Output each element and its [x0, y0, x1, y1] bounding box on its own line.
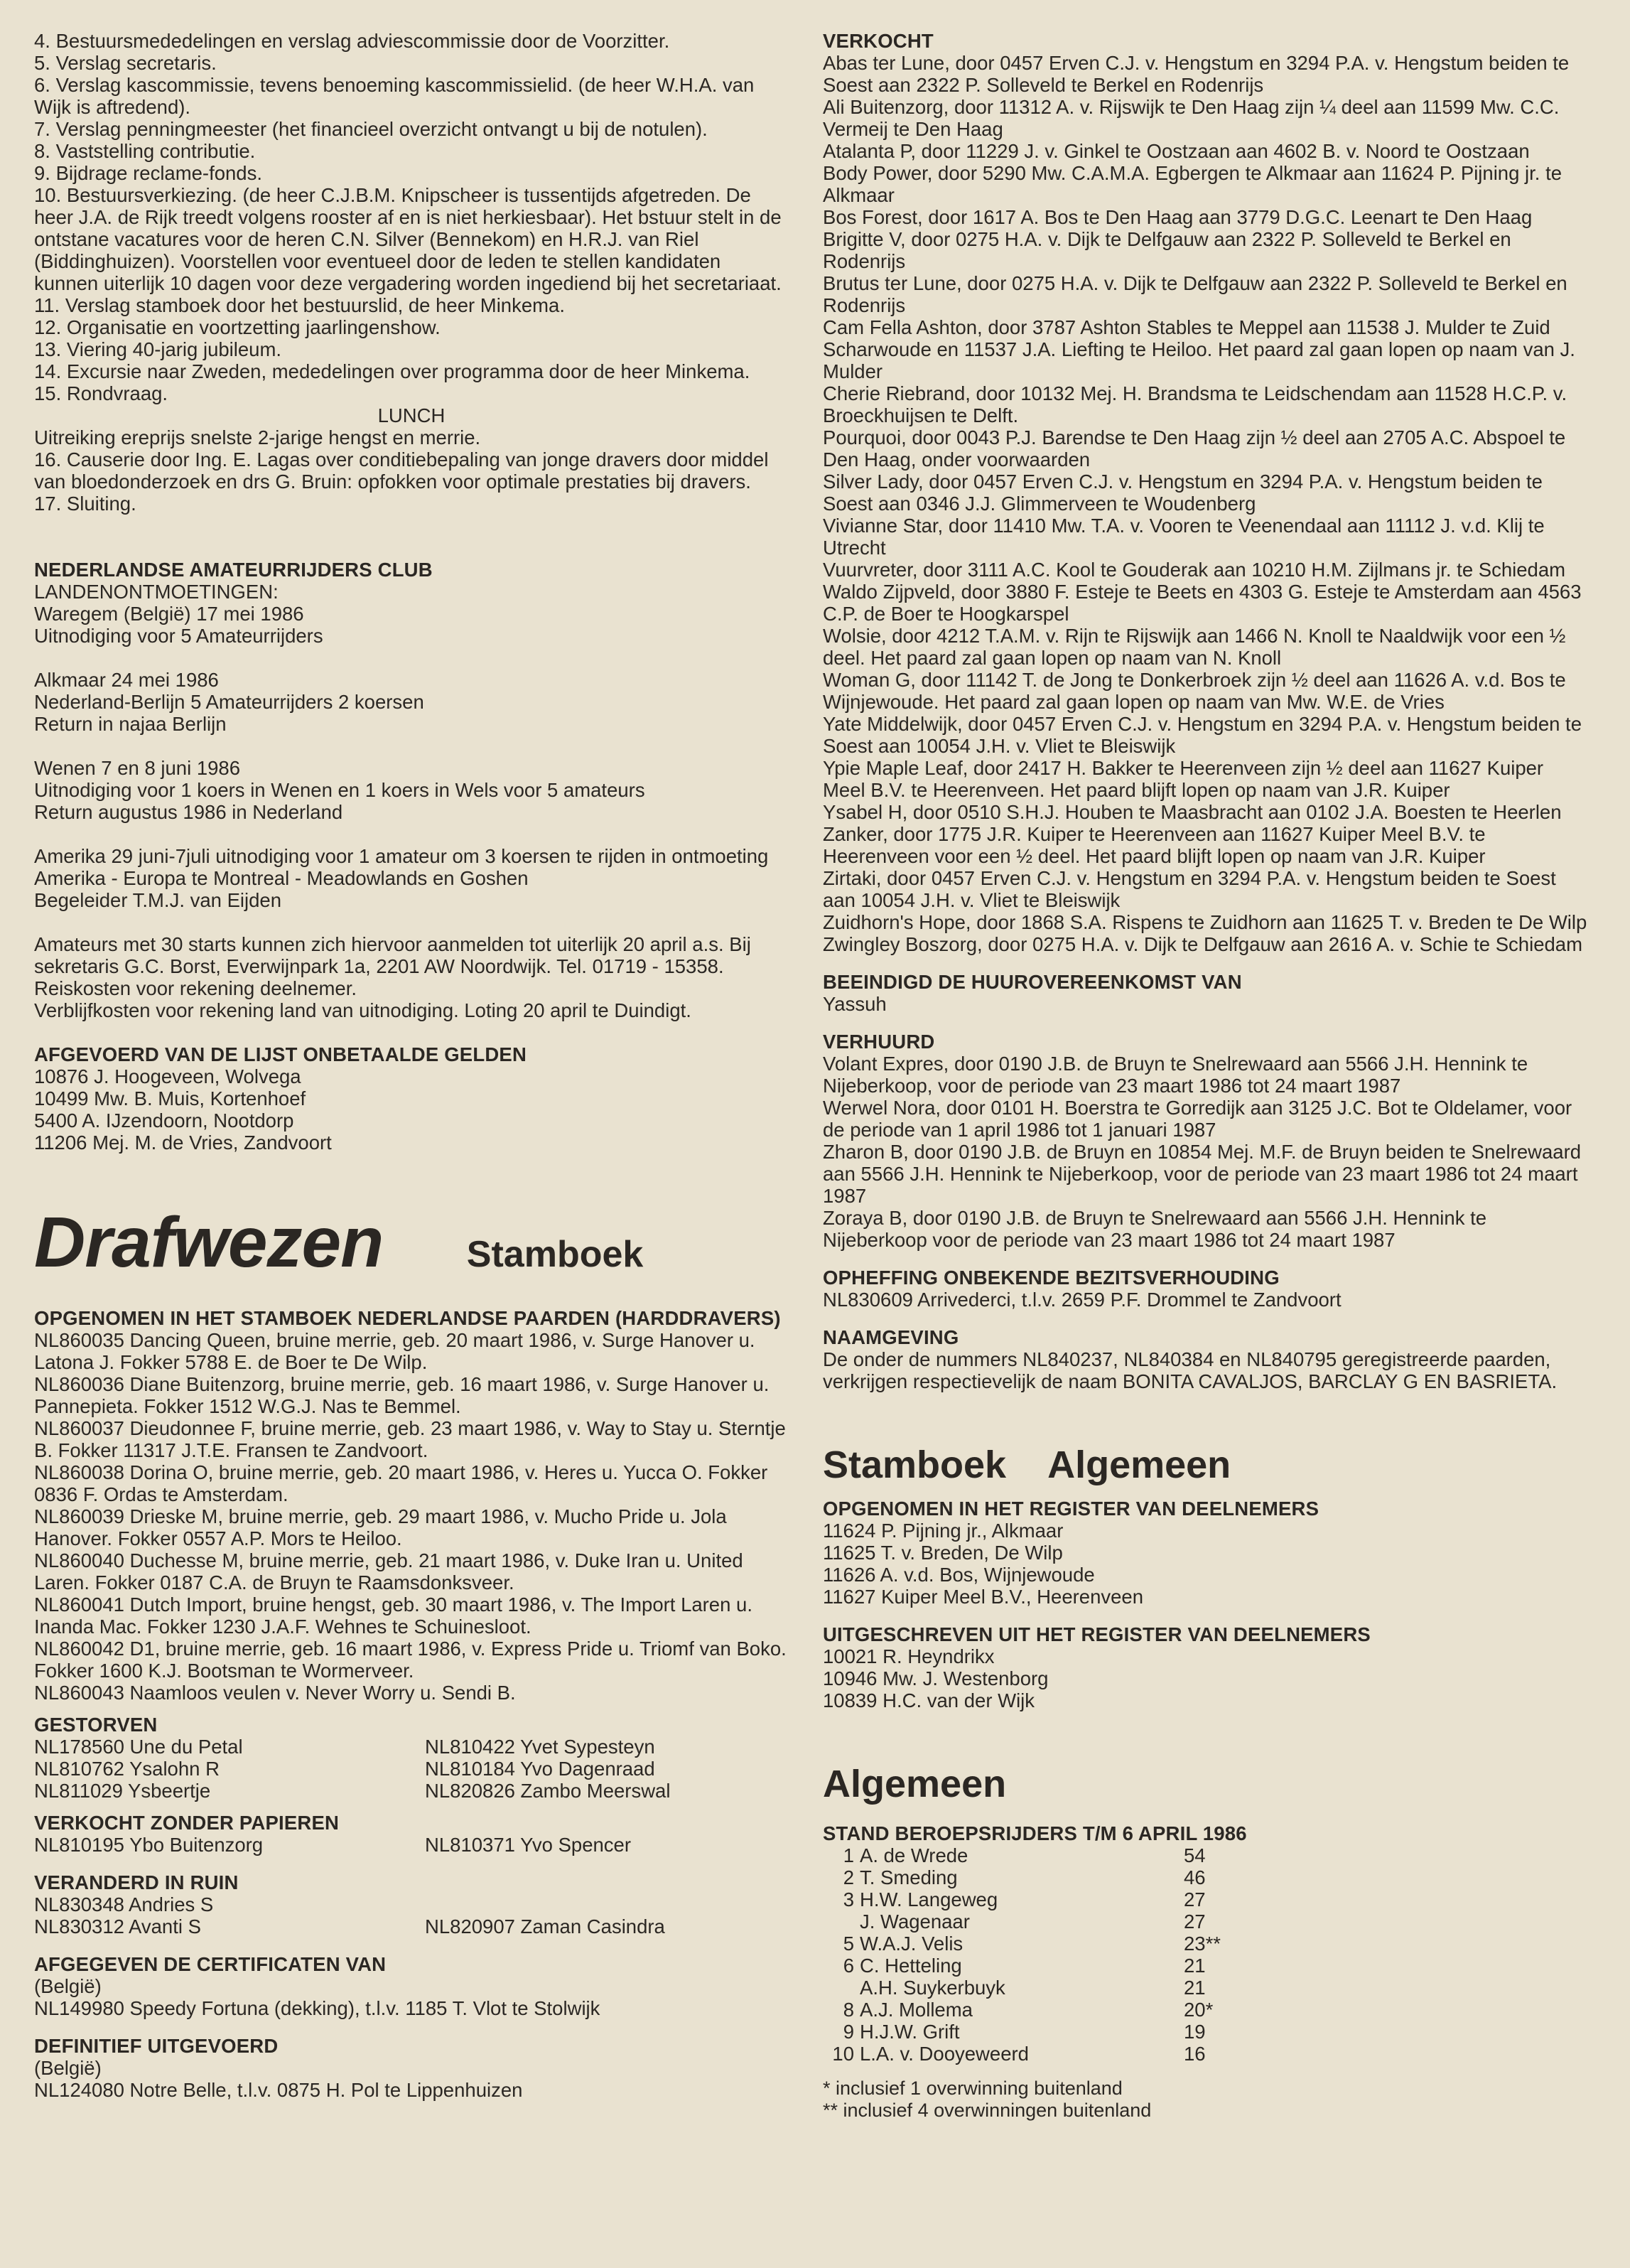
register-uitgeschreven-list: [823, 1645, 1590, 1711]
list-item: Zwingley Boszorg, door 0275 H.A. v. Dijk te Delfgauw aan 2616 A. v. Schie te Schiedam: [823, 933, 1582, 955]
table-row: [823, 1866, 1221, 1888]
list-item: 11627 Kuiper Meel B.V., Heerenveen: [823, 1586, 1143, 1608]
list-item: 12. Organisatie en voortzetting jaarlingenshow.: [34, 316, 441, 338]
list-item: Silver Lady, door 0457 Erven C.J. v. Hengstum en 3294 P.A. v. Hengstum beiden te Soest aan 0346 J.J. Glimmerveen te Woudenberg: [823, 471, 1543, 515]
list-item: Pourquoi, door 0043 P.J. Barendse te Den Haag zijn ½ deel aan 2705 A.C. Abspoel te Den Haag, onder voorwaarden: [823, 426, 1566, 471]
wins-cell: 23**: [1184, 1933, 1221, 1955]
list-item: 4. Bestuursmededelingen en verslag adviescommissie door de Voorzitter.: [34, 30, 670, 52]
list-item: Vivianne Star, door 11410 Mw. T.A. v. Vooren te Veenendaal aan 11112 J. v.d. Klij te Utrecht: [823, 515, 1545, 559]
list-item: 10. Bestuursverkiezing. (de heer C.J.B.M. Knipscheer is tussentijds afgetreden. De heer J.A. de Rijk treedt volgens rooster af en is niet herkiesbaar). Het bstuur stelt in de ontstane vacatures voor de heren C.N. Silver (Bennekom) en H.R.J. van Riel (Biddinghuizen). Voorstellen voor eventueel door de leden te stellen kandidaten kunnen uiterlijk 10 dagen voor deze vergadering worden ingediend bij het secretariaat.: [34, 184, 782, 294]
verkocht-zonder-col1: [34, 1834, 425, 1856]
verkocht-heading: VERKOCHT: [823, 30, 934, 52]
list-item: Werwel Nora, door 0101 H. Boerstra te Gorredijk aan 3125 J.C. Bot te Oldelamer, voor de periode van 1 april 1986 tot 1 januari 1987: [823, 1097, 1572, 1141]
text-line: Return augustus 1986 in Nederland: [34, 801, 343, 823]
list-item: ** inclusief 4 overwinningen buitenland: [823, 2100, 1152, 2121]
list-item: [425, 1893, 789, 1915]
text-line: Amateurs met 30 starts kunnen zich hiervoor aanmelden tot uiterlijk 20 april a.s. Bij sekretaris G.C. Borst, Everwijnpark 1a, 2201 AW Noordwijk. Tel. 01719 - 15358.: [34, 933, 751, 977]
list-item: NL860043 Naamloos veulen v. Never Worry u. Sendi B.: [34, 1682, 516, 1704]
register-opgenomen-list: [823, 1520, 1590, 1608]
list-item: NL820907 Zaman Casindra: [425, 1915, 665, 1938]
ruin-col1: [34, 1893, 425, 1938]
list-item: NL149980 Speedy Fortuna (dekking), t.l.v. 1185 T. Vlot te Stolwijk: [34, 1997, 600, 2019]
list-item: Zanker, door 1775 J.R. Kuiper te Heerenveen aan 11627 Kuiper Meel B.V. te Heerenveen voor een ½ deel. Het paard blijft lopen op naam van J.R. Kuiper: [823, 823, 1486, 867]
afgevoerd-list: [34, 1065, 789, 1154]
wins-cell: 19: [1184, 2021, 1206, 2043]
list-item: 17. Sluiting.: [34, 493, 136, 515]
gestorven-col2: [425, 1736, 789, 1802]
list-item: 8. Vaststelling contributie.: [34, 140, 256, 162]
verhuurd-heading: VERHUURD: [823, 1031, 935, 1053]
text-line: Verblijfkosten voor rekening land van uitnodiging. Loting 20 april te Duindigt.: [34, 999, 691, 1021]
list-item: 7. Verslag penningmeester (het financieel overzicht ontvangt u bij de notulen).: [34, 118, 708, 140]
list-item: 10839 H.C. van der Wijk: [823, 1689, 1035, 1711]
rank-cell: 1: [843, 1844, 854, 1866]
wins-cell: 54: [1184, 1844, 1206, 1866]
table-row: [823, 2021, 1221, 2043]
ruin-columns: [34, 1893, 789, 1938]
rank-cell: 6: [843, 1955, 854, 1977]
text-line: Begeleider T.M.J. van Eijden: [34, 889, 282, 911]
rank-cell: 2: [843, 1866, 854, 1888]
list-item: NL830609 Arrivederci, t.l.v. 2659 P.F. Drommel te Zandvoort: [823, 1289, 1342, 1311]
list-item: NL810762 Ysalohn R: [34, 1758, 220, 1780]
wins-cell: 16: [1184, 2043, 1206, 2065]
gestorven-col1: [34, 1736, 425, 1802]
list-item: NL860037 Dieudonnee F, bruine merrie, geb. 23 maart 1986, v. Way to Stay u. Sterntje B. Fokker 11317 J.T.E. Fransen te Zandvoort.: [34, 1417, 786, 1461]
list-item: Zirtaki, door 0457 Erven C.J. v. Hengstum en 3294 P.A. v. Hengstum beiden te Soest aan 10054 J.H. v. Vliet te Bleiswijk: [823, 867, 1556, 911]
name-cell: A.J. Mollema: [860, 1999, 973, 2021]
list-item: 11625 T. v. Breden, De Wilp: [823, 1542, 1063, 1564]
gestorven-columns: [34, 1736, 789, 1802]
list-item: Zharon B, door 0190 J.B. de Bruyn en 10854 Mej. M.F. de Bruyn beiden te Snelrewaard aan 5566 J.H. Hennink te Nijeberkoop, voor de periode van 23 maart 1986 tot 24 maart 1987: [823, 1141, 1582, 1207]
rank-cell: 8: [843, 1999, 854, 2021]
name-cell: T. Smeding: [860, 1866, 958, 1888]
list-item: NL860042 D1, bruine merrie, geb. 16 maart 1986, v. Express Pride u. Triomf van Boko. Fokker 1600 K.J. Bootsman te Wormerveer.: [34, 1638, 787, 1682]
drafwezen-header: [34, 1203, 789, 1281]
list-item: * inclusief 1 overwinning buitenland: [823, 2078, 1123, 2099]
beeindigd-list: [823, 993, 1590, 1015]
list-item: Zoraya B, door 0190 J.B. de Bruyn te Snelrewaard aan 5566 J.H. Hennink te Nijeberkoop voor de periode van 23 maart 1986 tot 24 maart 1987: [823, 1207, 1487, 1251]
drafwezen-subtitle: Stamboek: [466, 1234, 644, 1275]
list-item: Body Power, door 5290 Mw. C.A.M.A. Egbergen te Alkmaar aan 11624 P. Pijning jr. te Alkmaar: [823, 162, 1562, 206]
rank-cell: 9: [843, 2021, 854, 2043]
table-row: [823, 1999, 1221, 2021]
table-row: [823, 1955, 1221, 1977]
opgenomen-heading: OPGENOMEN IN HET STAMBOEK NEDERLANDSE PAARDEN (HARDDRAVERS): [34, 1307, 781, 1329]
text-line: Waregem (België) 17 mei 1986: [34, 603, 304, 625]
list-item: 11206 Mej. M. de Vries, Zandvoort: [34, 1132, 332, 1154]
wins-cell: 20*: [1184, 1999, 1214, 2021]
definitief-heading: DEFINITIEF UITGEVOERD: [34, 2035, 279, 2057]
name-cell: A.H. Suykerbuyk: [860, 1977, 1005, 1999]
list-item: NL860040 Duchesse M, bruine merrie, geb. 21 maart 1986, v. Duke Iran u. United Laren. Fokker 0187 C.A. de Bruyn te Raamsdonksveer.: [34, 1549, 743, 1593]
list-item: Cherie Riebrand, door 10132 Mej. H. Brandsma te Leidschendam aan 11528 H.C.P. v. Broeckhuijsen te Delft.: [823, 382, 1567, 426]
list-item: NL124080 Notre Belle, t.l.v. 0875 H. Pol te Lippenhuizen: [34, 2079, 523, 2101]
wins-cell: 27: [1184, 1910, 1206, 1933]
agenda-list: [34, 30, 789, 404]
list-item: 5400 A. IJzendoorn, Nootdorp: [34, 1109, 294, 1132]
list-item: NL810422 Yvet Sypesteyn: [425, 1736, 655, 1758]
list-item: NL860036 Diane Buitenzorg, bruine merrie, geb. 16 maart 1986, v. Surge Hanover u. Pannepieta. Fokker 1512 W.G.J. Nas te Bemmel.: [34, 1373, 770, 1417]
text-line: Uitnodiging voor 5 Amateurrijders: [34, 625, 323, 647]
amateur-club-blocks: [34, 603, 789, 1021]
list-item: Waldo Zijpveld, door 3880 F. Esteje te Beets en 4303 G. Esteje te Amsterdam aan 4563 C.P. de Boer te Hoogkarspel: [823, 581, 1582, 625]
list-item: Yate Middelwijk, door 0457 Erven C.J. v. Hengstum en 3294 P.A. v. Hengstum beiden te Soest aan 10054 J.H. v. Vliet te Bleiswijk: [823, 713, 1582, 757]
naamgeving-heading: NAAMGEVING: [823, 1326, 959, 1348]
list-item: NL178560 Une du Petal: [34, 1736, 243, 1758]
name-cell: C. Hetteling: [860, 1955, 962, 1977]
list-item: 10499 Mw. B. Muis, Kortenhoef: [34, 1087, 306, 1109]
name-cell: A. de Wrede: [860, 1844, 968, 1866]
list-item: 10946 Mw. J. Westenborg: [823, 1667, 1049, 1689]
name-cell: J. Wagenaar: [860, 1910, 970, 1933]
afgevoerd-heading: AFGEVOERD VAN DE LIJST ONBETAALDE GELDEN: [34, 1043, 527, 1065]
list-item: NL860041 Dutch Import, bruine hengst, geb. 30 maart 1986, v. The Import Laren u. Inanda Mac. Fokker 1230 J.A.F. Wehnes te Schuinesloot.: [34, 1593, 752, 1638]
list-item: 11. Verslag stamboek door het bestuurslid, de heer Minkema.: [34, 294, 565, 316]
right-column: [823, 30, 1590, 2122]
list-item: Woman G, door 11142 T. de Jong te Donkerbroek zijn ½ deel aan 11626 A. v.d. Bos te Wijnjewoude. Het paard zal gaan lopen op naam van Mw. W.E. de Vries: [823, 669, 1566, 713]
list-item: 11624 P. Pijning jr., Alkmaar: [823, 1520, 1064, 1542]
landenontmoetingen-heading: LANDENONTMOETINGEN:: [34, 581, 279, 603]
table-row: [823, 1910, 1221, 1933]
certificaten-heading: AFGEGEVEN DE CERTIFICATEN VAN: [34, 1953, 387, 1975]
list-item: NL830312 Avanti S: [34, 1915, 201, 1938]
definitief-list: [34, 2057, 789, 2101]
text-line: Nederland-Berlijn 5 Amateurrijders 2 koersen: [34, 691, 424, 713]
list-item: Ypie Maple Leaf, door 2417 H. Bakker te Heerenveen zijn ½ deel aan 11627 Kuiper Meel B.V. te Heerenveen. Het paard blijft lopen op naam van J.R. Kuiper: [823, 757, 1544, 801]
lunch-label: LUNCH: [377, 404, 446, 426]
wins-cell: 21: [1184, 1955, 1206, 1977]
list-item: De onder de nummers NL840237, NL840384 en NL840795 geregistreerde paarden, verkrijgen respectievelijk de naam BONITA CAVALJOS, BARCLAY G EN BASRIETA.: [823, 1348, 1558, 1392]
algemeen-title: Algemeen: [823, 1763, 1007, 1805]
list-item: 10876 J. Hoogeveen, Wolvega: [34, 1065, 301, 1087]
list-item: 11626 A. v.d. Bos, Wijnjewoude: [823, 1564, 1095, 1586]
list-item: NL810371 Yvo Spencer: [425, 1834, 631, 1856]
list-item: Ali Buitenzorg, door 11312 A. v. Rijswijk te Den Haag zijn ¼ deel aan 11599 Mw. C.C. Vermeij te Den Haag: [823, 96, 1560, 140]
rank-cell: 10: [832, 2043, 854, 2065]
agenda-after-list: [34, 426, 789, 515]
opheffing-heading: OPHEFFING ONBEKENDE BEZITSVERHOUDING: [823, 1267, 1280, 1289]
list-item: Yassuh: [823, 993, 887, 1015]
list-item: Atalanta P, door 11229 J. v. Ginkel te Oostzaan aan 4602 B. v. Noord te Oostzaan: [823, 140, 1530, 162]
naamgeving-list: [823, 1348, 1590, 1392]
list-item: 5. Verslag secretaris.: [34, 52, 217, 74]
list-item: NL811029 Ysbeertje: [34, 1780, 211, 1802]
wins-cell: 21: [1184, 1977, 1206, 1999]
rank-cell: 3: [843, 1888, 854, 1910]
list-item: 10021 R. Heyndrikx: [823, 1645, 995, 1667]
list-item: NL810195 Ybo Buitenzorg: [34, 1834, 264, 1856]
name-cell: L.A. v. Dooyeweerd: [860, 2043, 1029, 2065]
opgenomen-list: [34, 1329, 789, 1704]
list-item: NL860035 Dancing Queen, bruine merrie, geb. 20 maart 1986, v. Surge Hanover u. Latona J. Fokker 5788 E. de Boer te De Wilp.: [34, 1329, 755, 1373]
left-column: [34, 30, 789, 2101]
stamboek-algemeen-title: Stamboek Algemeen: [823, 1444, 1231, 1486]
verkocht-zonder-col2: [425, 1834, 789, 1856]
table-row: [823, 1977, 1221, 1999]
list-item: 9. Bijdrage reclame-fonds.: [34, 162, 262, 184]
register-uitgeschreven-heading: UITGESCHREVEN UIT HET REGISTER VAN DEELNEMERS: [823, 1623, 1371, 1645]
beeindigd-heading: BEEINDIGD DE HUUROVEREENKOMST VAN: [823, 971, 1242, 993]
list-item: 14. Excursie naar Zweden, mededelingen over programma door de heer Minkema.: [34, 360, 750, 382]
list-item: NL810184 Yvo Dagenraad: [425, 1758, 655, 1780]
list-item: Cam Fella Ashton, door 3787 Ashton Stables te Meppel aan 11538 J. Mulder te Zuid Scharwoude en 11537 J.A. Liefting te Heiloo. Het paard zal gaan lopen op naam van J. Mulder: [823, 316, 1575, 382]
ruin-col2: [425, 1893, 789, 1938]
list-item: (België): [34, 2057, 102, 2079]
list-item: (België): [34, 1975, 102, 1997]
list-item: Brigitte V, door 0275 H.A. v. Dijk te Delfgauw aan 2322 P. Solleveld te Berkel en Rodenrijs: [823, 228, 1511, 272]
gestorven-heading: GESTORVEN: [34, 1714, 158, 1736]
verkocht-list: [823, 52, 1590, 955]
text-line: Uitnodiging voor 1 koers in Wenen en 1 koers in Wels voor 5 amateurs: [34, 779, 645, 801]
amateur-club-heading: NEDERLANDSE AMATEURRIJDERS CLUB: [34, 559, 433, 581]
verhuurd-list: [823, 1053, 1590, 1251]
wins-cell: 46: [1184, 1866, 1206, 1888]
certificaten-list: [34, 1975, 789, 2019]
rank-cell: 5: [843, 1933, 854, 1955]
list-item: Brutus ter Lune, door 0275 H.A. v. Dijk te Delfgauw aan 2322 P. Solleveld te Berkel en Rodenrijs: [823, 272, 1567, 316]
list-item: Bos Forest, door 1617 A. Bos te Den Haag aan 3779 D.G.C. Leenart te Den Haag: [823, 206, 1533, 228]
list-item: 13. Viering 40-jarig jubileum.: [34, 338, 282, 360]
name-cell: W.A.J. Velis: [860, 1933, 964, 1955]
list-item: NL830348 Andries S: [34, 1893, 214, 1915]
table-row: [823, 1933, 1221, 1955]
list-item: Wolsie, door 4212 T.A.M. v. Rijn te Rijswijk aan 1466 N. Knoll te Naaldwijk voor een ½ deel. Het paard zal gaan lopen op naam van N. Knoll: [823, 625, 1566, 669]
list-item: 15. Rondvraag.: [34, 382, 168, 404]
register-opgenomen-heading: OPGENOMEN IN HET REGISTER VAN DEELNEMERS: [823, 1498, 1319, 1520]
name-cell: H.W. Langeweg: [860, 1888, 998, 1910]
table-row: [823, 1844, 1221, 1866]
rank-cell: [823, 1977, 860, 1999]
verkocht-zonder-heading: VERKOCHT ZONDER PAPIEREN: [34, 1812, 340, 1834]
opheffing-list: [823, 1289, 1590, 1311]
rank-cell: [823, 1910, 860, 1933]
stand-heading: STAND BEROEPSRIJDERS T/M 6 APRIL 1986: [823, 1822, 1247, 1844]
wins-cell: 27: [1184, 1888, 1206, 1910]
text-line: Wenen 7 en 8 juni 1986: [34, 757, 240, 779]
list-item: 16. Causerie door Ing. E. Lagas over conditiebepaling van jonge dravers door middel van bloedonderzoek en drs G. Bruin: opfokken voor optimale prestaties bij dravers.: [34, 448, 769, 493]
list-item: NL820826 Zambo Meerswal: [425, 1780, 671, 1802]
verkocht-zonder-columns: [34, 1834, 789, 1856]
list-item: Zuidhorn's Hope, door 1868 S.A. Rispens te Zuidhorn aan 11625 T. v. Breden te De Wilp: [823, 911, 1587, 933]
ruin-heading: VERANDERD IN RUIN: [34, 1871, 239, 1893]
table-row: [823, 2043, 1221, 2065]
stand-table: [823, 1844, 1221, 2065]
name-cell: H.J.W. Grift: [860, 2021, 960, 2043]
list-item: Ysabel H, door 0510 S.H.J. Houben te Maasbracht aan 0102 J.A. Boesten te Heerlen: [823, 801, 1562, 823]
text-line: Reiskosten voor rekening deelnemer.: [34, 977, 357, 999]
stand-notes: [823, 2078, 1590, 2122]
list-item: Abas ter Lune, door 0457 Erven C.J. v. Hengstum en 3294 P.A. v. Hengstum beiden te Soest aan 2322 P. Solleveld te Berkel en Rodenrijs: [823, 52, 1570, 96]
list-item: Vuurvreter, door 3111 A.C. Kool te Gouderak aan 10210 H.M. Zijlmans jr. te Schiedam: [823, 559, 1566, 581]
list-item: Uitreiking ereprijs snelste 2-jarige hengst en merrie.: [34, 426, 481, 448]
text-line: Return in najaa Berlijn: [34, 713, 227, 735]
text-line: Amerika 29 juni-7juli uitnodiging voor 1 amateur om 3 koersen te rijden in ontmoeting Amerika - Europa te Montreal - Meadowlands en Goshen: [34, 845, 769, 889]
table-row: [823, 1888, 1221, 1910]
list-item: 6. Verslag kascommissie, tevens benoeming kascommissielid. (de heer W.H.A. van Wijk is aftredend).: [34, 74, 755, 118]
drafwezen-title: Drafwezen: [34, 1203, 384, 1282]
list-item: NL860038 Dorina O, bruine merrie, geb. 20 maart 1986, v. Heres u. Yucca O. Fokker 0836 F. Ordas te Amsterdam.: [34, 1461, 768, 1505]
list-item: NL860039 Drieske M, bruine merrie, geb. 29 maart 1986, v. Mucho Pride u. Jola Hanover. Fokker 0557 A.P. Mors te Heiloo.: [34, 1505, 727, 1549]
text-line: Alkmaar 24 mei 1986: [34, 669, 219, 691]
list-item: Volant Expres, door 0190 J.B. de Bruyn te Snelrewaard aan 5566 J.H. Hennink te Nijeberkoop, voor de periode van 23 maart 1986 tot 24 maart 1987: [823, 1053, 1528, 1097]
